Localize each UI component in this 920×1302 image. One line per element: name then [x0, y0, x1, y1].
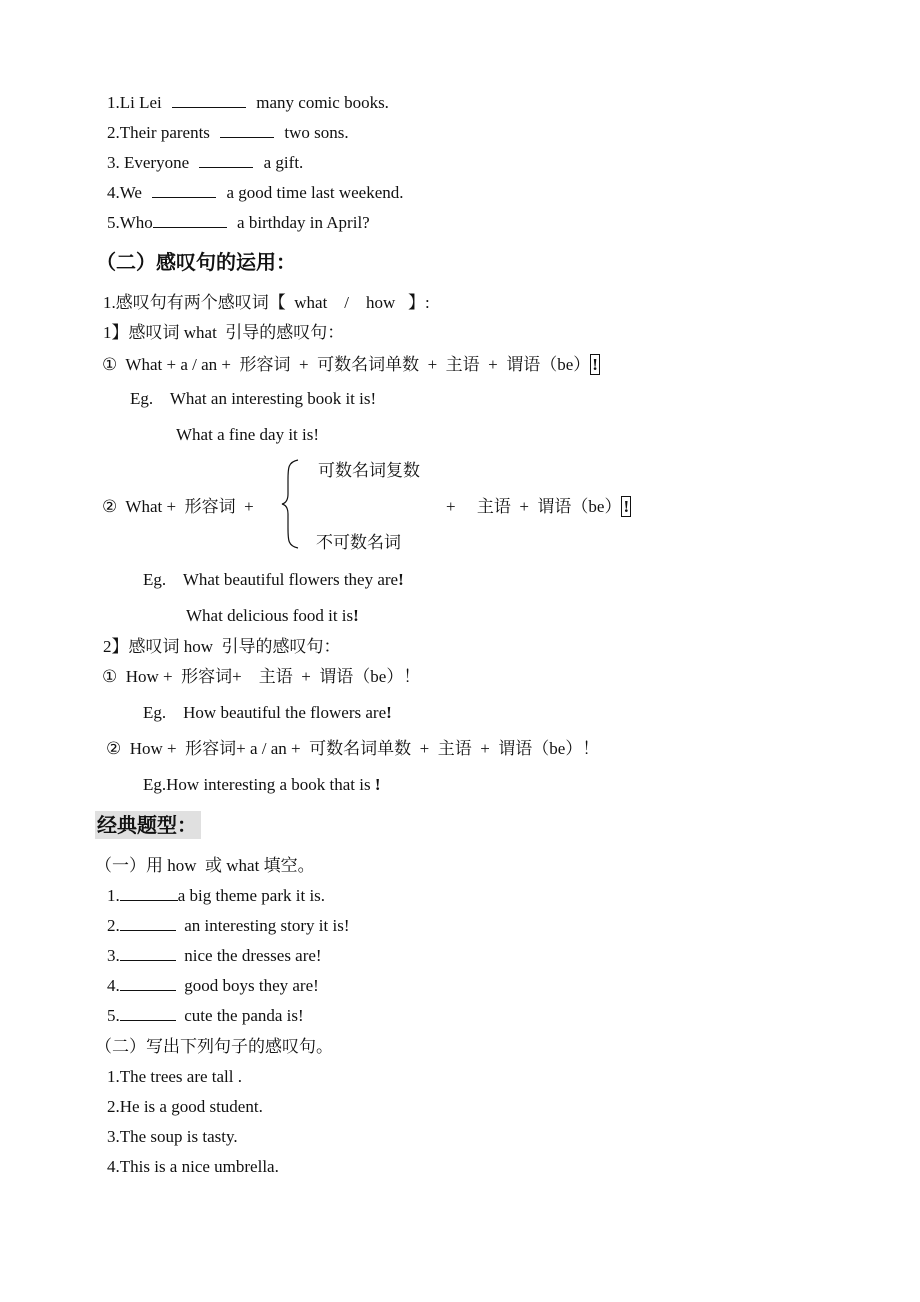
- example-text: How beautiful the flowers are: [183, 703, 387, 722]
- part-1-item-1: [107, 886, 325, 906]
- what-rule-2-left: ② What + 形容词 +: [102, 497, 254, 516]
- answer-blank[interactable]: [120, 946, 176, 961]
- item-number: 1.Li Lei: [107, 93, 167, 112]
- answer-blank[interactable]: [220, 123, 274, 138]
- item-text: good boys they are!: [175, 976, 319, 995]
- highlighted-heading: 经典题型：: [95, 811, 201, 839]
- example-text: What delicious food it is: [186, 606, 354, 625]
- example-text: What an interesting book it is!: [169, 389, 377, 408]
- exclamation-mark: !: [374, 775, 381, 794]
- how-example-2: [143, 775, 381, 795]
- classic-heading: [95, 815, 201, 835]
- item-text: two sons.: [280, 123, 349, 142]
- what-rule-2-right: [446, 497, 631, 517]
- exclamation-mark: !: [398, 570, 404, 589]
- what-rule-2-option-plural: 可数名词复数: [318, 461, 420, 480]
- how-example-1: [143, 703, 392, 723]
- answer-blank[interactable]: [153, 213, 227, 228]
- answer-blank[interactable]: [120, 916, 176, 931]
- part-1-item-3: [107, 946, 322, 966]
- what-example-4: [186, 606, 359, 626]
- rule-text: ① What + a / an + 形容词 + 可数名词单数 + 主语 + 谓语（be）: [102, 355, 591, 374]
- exclamation-mark: !: [386, 703, 392, 722]
- item-number: 3. Everyone: [107, 153, 194, 172]
- part-1-item-5: [107, 1006, 304, 1026]
- part-a-item-5: [107, 213, 370, 233]
- eg-label: Eg.: [143, 703, 167, 722]
- what-example-3: [143, 570, 404, 590]
- how-rule-1: ① How + 形容词+ 主语 + 谓语（be）！: [102, 667, 421, 686]
- item-number: 4.We: [107, 183, 147, 202]
- item-number: 4.: [107, 976, 120, 995]
- item-text: a gift.: [259, 153, 304, 172]
- part-a-item-3: [107, 153, 303, 173]
- answer-blank[interactable]: [120, 1006, 176, 1021]
- item-text: a good time last weekend.: [222, 183, 404, 202]
- intro-line: 1.感叹句有两个感叹词【 what / how 】:: [103, 293, 430, 312]
- answer-blank[interactable]: [199, 153, 253, 168]
- part-a-item-1: [107, 93, 389, 113]
- item-number: 3.: [107, 946, 120, 965]
- eg-label: Eg.: [143, 570, 167, 589]
- how-rule-2: ② How + 形容词+ a / an + 可数名词单数 + 主语 + 谓语（be）！: [106, 739, 600, 758]
- what-subheading: 1】感叹词 what 引导的感叹句：: [103, 323, 345, 342]
- exclamation-mark: !: [592, 355, 598, 374]
- part-1-title: （一）用 how 或 what 填空。: [95, 856, 315, 875]
- what-rule-1: [102, 355, 600, 375]
- what-rule-2-option-uncountable: 不可数名词: [316, 533, 401, 552]
- part-2-item-2: 2.He is a good student.: [107, 1097, 263, 1116]
- item-number: 2.Their parents: [107, 123, 215, 142]
- answer-blank[interactable]: [152, 183, 216, 198]
- part-2-item-4: 4.This is a nice umbrella.: [107, 1157, 279, 1176]
- rule-text: + 主语 + 谓语（be）: [446, 497, 622, 516]
- part-1-item-2: [107, 916, 350, 936]
- what-example-2: What a fine day it is!: [176, 425, 320, 444]
- item-text: a big theme park it is.: [177, 886, 326, 905]
- section-heading-exclamatory: （二）感叹句的运用：: [96, 250, 296, 274]
- curly-brace-icon: [280, 458, 302, 550]
- item-text: many comic books.: [252, 93, 389, 112]
- how-subheading: 2】感叹词 how 引导的感叹句：: [103, 637, 341, 656]
- what-example-1: [130, 389, 376, 409]
- example-text: What beautiful flowers they are: [182, 570, 399, 589]
- item-number: 1.: [107, 886, 120, 905]
- part-1-item-4: [107, 976, 319, 996]
- part-a-item-4: [107, 183, 404, 203]
- part-2-title: （二）写出下列句子的感叹句。: [95, 1037, 333, 1056]
- item-number: 5.: [107, 1006, 120, 1025]
- item-number: 2.: [107, 916, 120, 935]
- item-number: 5.Who: [107, 213, 153, 232]
- item-text: a birthday in April?: [232, 213, 370, 232]
- item-text: nice the dresses are!: [175, 946, 322, 965]
- answer-blank[interactable]: [172, 93, 246, 108]
- part-2-item-3: 3.The soup is tasty.: [107, 1127, 238, 1146]
- answer-blank[interactable]: [120, 886, 178, 901]
- answer-blank[interactable]: [120, 976, 176, 991]
- item-text: cute the panda is!: [175, 1006, 304, 1025]
- eg-label: Eg.: [130, 389, 154, 408]
- part-2-item-1: 1.The trees are tall .: [107, 1067, 242, 1086]
- exclamation-mark: !: [623, 497, 630, 516]
- part-a-item-2: [107, 123, 349, 143]
- item-text: an interesting story it is!: [175, 916, 350, 935]
- example-text: Eg.How interesting a book that is: [143, 775, 375, 794]
- exclamation-mark: !: [353, 606, 359, 625]
